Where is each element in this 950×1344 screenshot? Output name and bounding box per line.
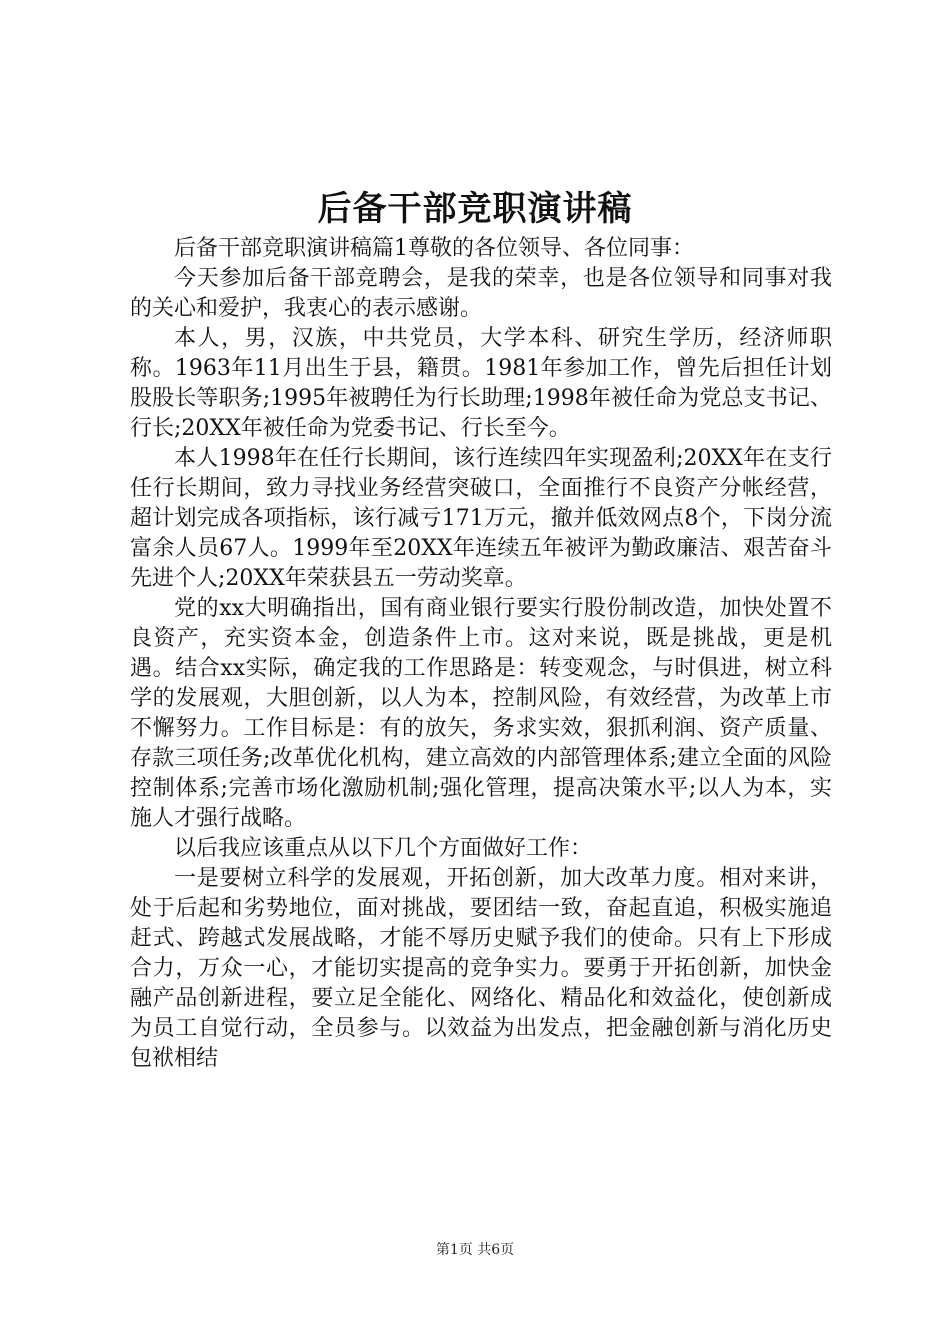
paragraph-achievements: 本人1998年在任行长期间，该行连续四年实现盈利;20XX年在支行任行长期间，致力寻找业务经营突破口，全面推行不良资产分帐经营，超计划完成各项指标，该行减亏171万元，撤并低效网点8个，下岗分流富余人员67人。1999年至20XX年连续五年被评为勤政廉洁、艰苦奋斗先进个人;20XX年荣获县五一劳动奖章。 [130, 446, 832, 591]
paragraph-point-one: 一是要树立科学的发展观，开拓创新，加大改革力度。相对来讲，处于后起和劣势地位，面对挑战，要团结一致，奋起直追，积极实施追赶式、跨越式发展战略，才能不辱历史赋予我们的使命。只有上下形成合力，万众一心，才能切实提高的竞争实力。要勇于开拓创新，加快金融产品创新进程，要立足全能化、网络化、精品化和效益化，使创新成为员工自觉行动，全员参与。以效益为出发点，把金融创新与消化历史包袱相结 [130, 866, 832, 1071]
document-body [130, 234, 832, 1074]
paragraph-work-plan: 党的xx大明确指出，国有商业银行要实行股份制改造，加快处置不良资产，充实资本金，创造条件上市。这对来说，既是挑战，更是机遇。结合xx实际，确定我的工作思路是：转变观念，与时俱进，树立科学的发展观，大胆创新，以人为本，控制风险，有效经营，为改革上市不懈努力。工作目标是：有的放矢，务求实效，狠抓利润、资产质量、存款三项任务;改革优化机构，建立高效的内部管理体系;建立全面的风险控制体系;完善市场化激励机制;强化管理，提高决策水平;以人为本，实施人才强行战略。 [130, 596, 832, 831]
paragraph-thanks: 今天参加后备干部竞聘会，是我的荣幸，也是各位领导和同事对我的关心和爱护，我衷心的表示感谢。 [130, 266, 832, 321]
paragraph-greeting: 后备干部竞职演讲稿篇1尊敬的各位领导、各位同事： [174, 236, 694, 261]
page-title: 后备干部竞职演讲稿 [317, 189, 633, 229]
paragraph-background: 本人，男，汉族，中共党员，大学本科、研究生学历，经济师职称。1963年11月出生于县，籍贯。1981年参加工作，曾先后担任计划股股长等职务;1995年被聘任为行长助理;1998年被任命为党总支书记、行长;20XX年被任命为党委书记、行长至今。 [130, 326, 832, 441]
paragraph-focus-intro: 以后我应该重点从以下几个方面做好工作： [174, 836, 593, 861]
page-footer: 第1页 共6页 [435, 1242, 515, 1258]
